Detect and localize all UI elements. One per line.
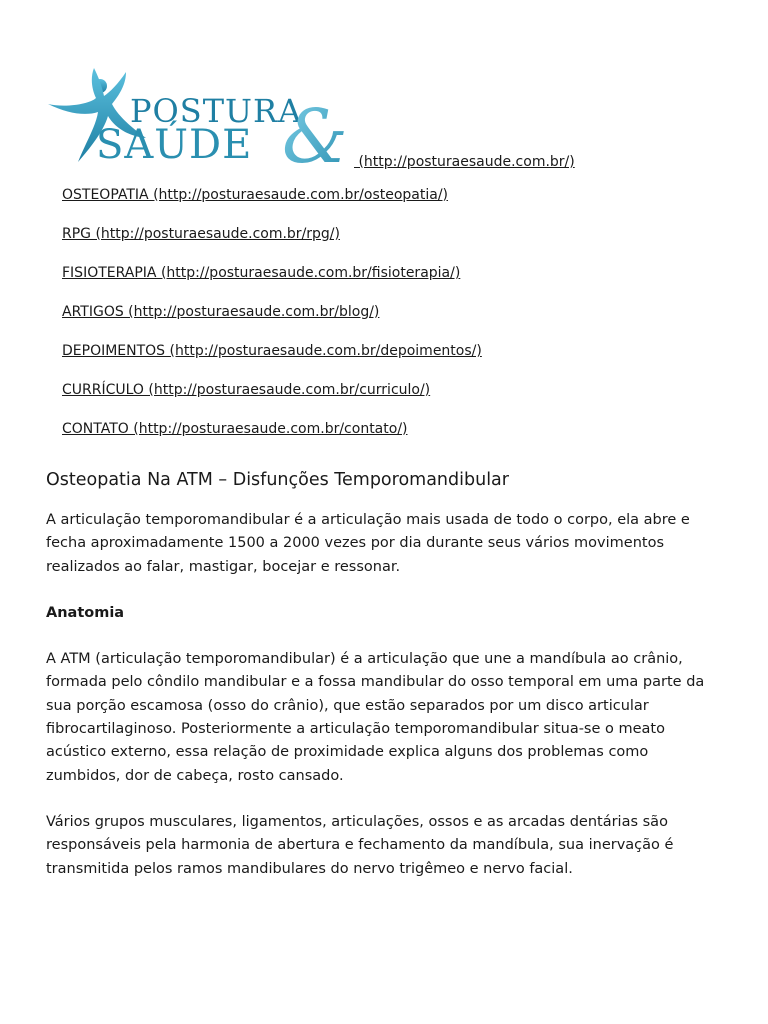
- postura-saude-logo[interactable]: [46, 64, 358, 168]
- nav-link-osteopatia[interactable]: OSTEOPATIA (http://posturaesaude.com.br/osteopatia/): [62, 187, 449, 203]
- nav-item-rpg: [62, 223, 482, 262]
- nav-item-curriculo: [62, 379, 482, 418]
- logo-word-saude: SAÚDE: [96, 122, 253, 168]
- article-title: Osteopatia Na ATM – Disfunções Temporomandibular: [46, 470, 509, 490]
- nav-link-curriculo[interactable]: CURRÍCULO (http://posturaesaude.com.br/curriculo/): [62, 382, 431, 398]
- nav-item-osteopatia: [62, 184, 482, 223]
- article-intro: A articulação temporomandibular é a articulação mais usada de todo o corpo, ela abre e fecha aproximadamente 1500 a 2000 vezes por dia durante seus vários movimentos realizados ao falar, mastigar, bocejar e ressonar.: [46, 512, 690, 575]
- main-nav: [62, 184, 482, 457]
- nav-item-fisioterapia: [62, 262, 482, 301]
- nav-link-contato[interactable]: CONTATO (http://posturaesaude.com.br/contato/): [62, 421, 408, 437]
- article-paragraph: A ATM (articulação temporomandibular) é a articulação que une a mandíbula ao crânio, formada pelo côndilo mandibular e a fossa mandibular do osso temporal em uma parte da sua porção escamosa (osso do crânio), que estão separados por um disco articular fibrocartilaginoso. Posteriormente a articulação temporomandibular situa-se o meato acústico externo, essa relação de proximidade explica alguns dos problemas como zumbidos, dor de cabeça, rosto cansado.: [46, 651, 705, 784]
- section-heading-anatomia: Anatomia: [46, 604, 125, 621]
- nav-link-depoimentos[interactable]: DEPOIMENTOS (http://posturaesaude.com.br/depoimentos/): [62, 343, 482, 359]
- logo-ampersand: &: [282, 94, 348, 168]
- article-paragraph: Vários grupos musculares, ligamentos, articulações, ossos e as arcadas dentárias são responsáveis pela harmonia de abertura e fechamento da mandíbula, sua inervação é transmitida pelos ramos mandibulares do nervo trigêmeo e nervo facial.: [46, 813, 674, 877]
- article: [46, 466, 726, 904]
- nav-link-rpg[interactable]: RPG (http://posturaesaude.com.br/rpg/): [62, 226, 340, 242]
- nav-item-artigos: [62, 301, 482, 340]
- nav-link-fisioterapia[interactable]: FISIOTERAPIA (http://posturaesaude.com.br/fisioterapia/): [62, 265, 461, 281]
- site-header: [46, 64, 646, 176]
- nav-item-depoimentos: [62, 340, 482, 379]
- nav-link-artigos[interactable]: ARTIGOS (http://posturaesaude.com.br/blog/): [62, 304, 380, 320]
- logo-word-postura: POSTURA: [130, 92, 303, 130]
- home-link[interactable]: (http://posturaesaude.com.br/): [354, 154, 575, 170]
- nav-item-contato: [62, 418, 482, 457]
